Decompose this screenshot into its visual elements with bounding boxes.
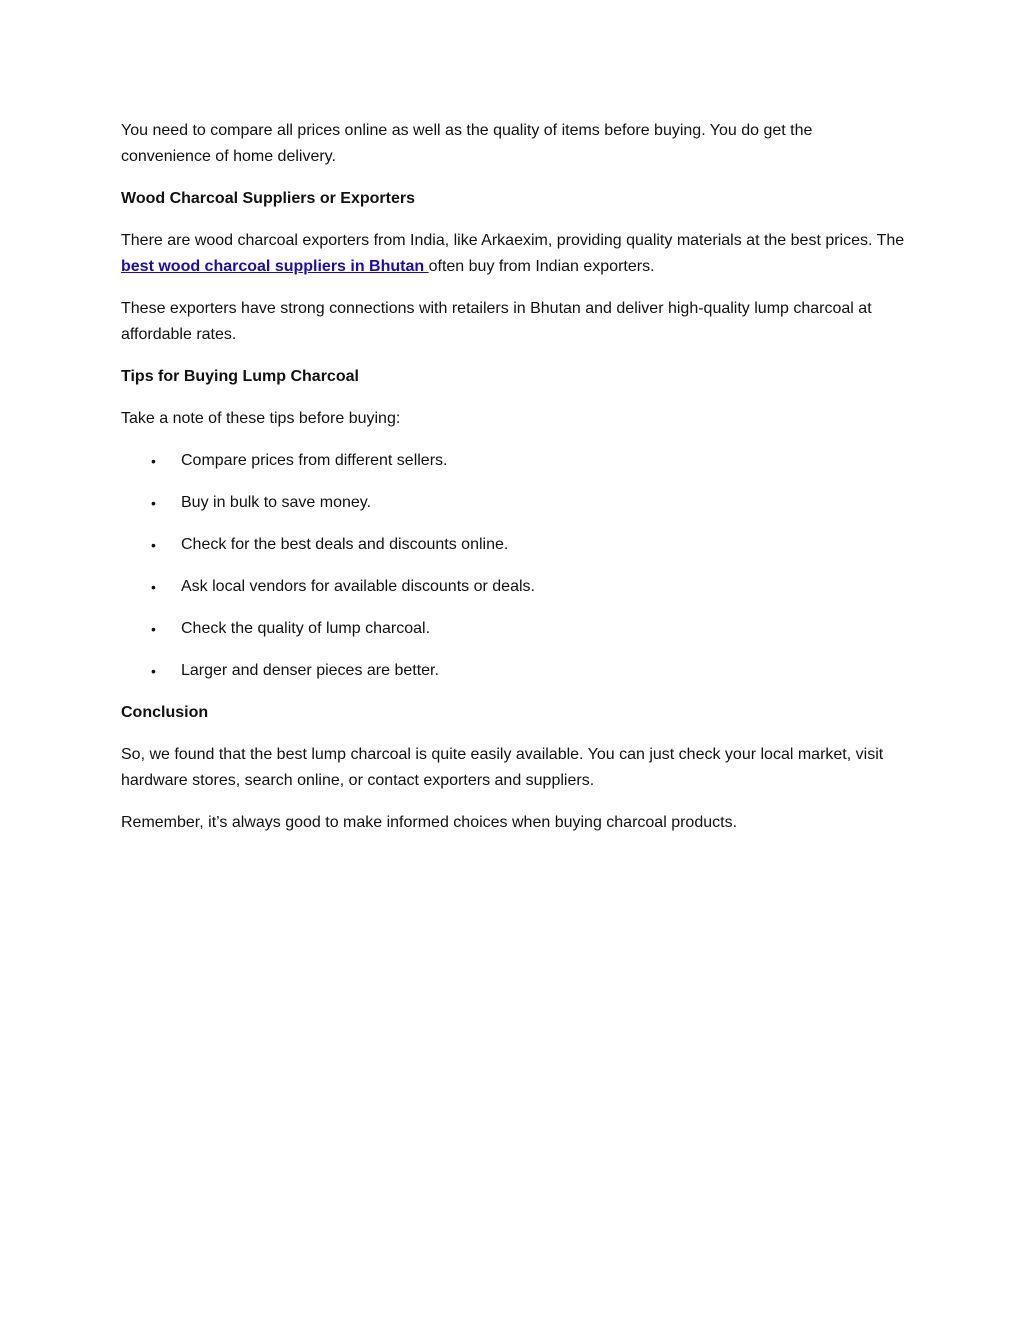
- heading-suppliers: Wood Charcoal Suppliers or Exporters: [121, 190, 415, 207]
- suppliers-paragraph-1: [121, 228, 906, 280]
- bullet-icon: •: [151, 621, 156, 637]
- list-item-text: Larger and denser pieces are better.: [181, 662, 439, 679]
- bhutan-suppliers-link[interactable]: best wood charcoal suppliers in Bhutan: [121, 258, 429, 275]
- conclusion-paragraph-1: So, we found that the best lump charcoal is quite easily available. You can just check your local market, visit hardware stores, search online, or contact exporters and suppliers.: [121, 746, 884, 789]
- list-item: [121, 616, 906, 642]
- list-item: [121, 658, 906, 684]
- bullet-icon: •: [151, 495, 156, 511]
- list-item: [121, 448, 906, 474]
- list-item-text: Check for the best deals and discounts online.: [181, 536, 509, 553]
- intro-paragraph: You need to compare all prices online as well as the quality of items before buying. You do get the convenience of home delivery.: [121, 122, 813, 165]
- list-item: [121, 490, 906, 516]
- tips-list: [121, 448, 906, 684]
- list-item-text: Compare prices from different sellers.: [181, 452, 448, 469]
- bullet-icon: •: [151, 663, 156, 679]
- list-item-text: Buy in bulk to save money.: [181, 494, 372, 511]
- suppliers-paragraph-2: These exporters have strong connections with retailers in Bhutan and deliver high-quality lump charcoal at affordable rates.: [121, 300, 872, 343]
- bullet-icon: •: [151, 537, 156, 553]
- suppliers-text-before-link: There are wood charcoal exporters from India, like Arkaexim, providing quality materials at the best prices. The: [121, 232, 905, 249]
- list-item: [121, 574, 906, 600]
- suppliers-text-after-link: often buy from Indian exporters.: [428, 258, 655, 275]
- heading-tips: Tips for Buying Lump Charcoal: [121, 368, 359, 385]
- list-item: [121, 532, 906, 558]
- tips-intro: Take a note of these tips before buying:: [121, 410, 401, 427]
- document-page: [121, 118, 906, 852]
- conclusion-paragraph-2: Remember, it’s always good to make informed choices when buying charcoal products.: [121, 814, 738, 831]
- bullet-icon: •: [151, 579, 156, 595]
- list-item-text: Check the quality of lump charcoal.: [181, 620, 431, 637]
- list-item-text: Ask local vendors for available discounts or deals.: [181, 578, 535, 595]
- heading-conclusion: Conclusion: [121, 704, 209, 721]
- bullet-icon: •: [151, 453, 156, 469]
